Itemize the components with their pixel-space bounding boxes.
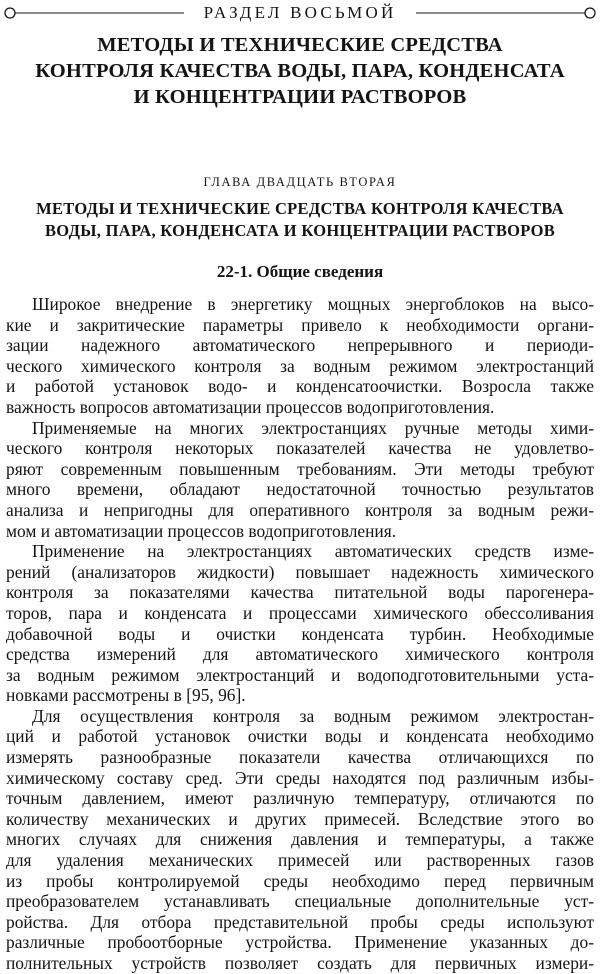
text-line: кие и закритические параметры привело к необходимости органи- <box>6 314 594 335</box>
text-line: средства измерений для автоматического химического контроля <box>6 644 594 665</box>
text-line: анализа и непригодны для оперативного контроля за водным режи- <box>6 499 594 520</box>
text-line: для удаления механических примесей или растворенных газов <box>6 850 594 871</box>
text-line: рений (анализаторов жидкости) повышает надежность химического <box>6 561 594 582</box>
text-line: и работой установок водо- и конденсатоочистки. Возросла также <box>6 376 594 397</box>
text-line: Применяемые на многих электростанциях ручные методы хими- <box>32 417 594 438</box>
text-line: Для осуществления контроля за водным режимом электростан- <box>32 705 594 726</box>
chapter-label: ГЛАВА ДВАДЦАТЬ ВТОРАЯ <box>203 175 397 189</box>
text-line: много времени, обладают недостаточной точностью результатов <box>6 479 594 500</box>
section-header <box>4 2 596 24</box>
text-line: ческого контроля некоторых показателей качества не удовлетво- <box>6 438 594 459</box>
chapter-title <box>0 198 600 242</box>
text-line: за водным режимом электростанций и водоподготовительными уста- <box>6 664 594 685</box>
text-line: точным давлением, имеют различную температуру, отличаются по <box>6 788 594 809</box>
section-label: РАЗДЕЛ ВОСЬМОЙ <box>198 3 403 22</box>
text-line: мом и автоматизации процессов водоприготовления. <box>6 520 397 541</box>
main-title-line: КОНТРОЛЯ КАЧЕСТВА ВОДЫ, ПАРА, КОНДЕНСАТА <box>35 60 565 82</box>
text-line: торов, пара и конденсата и процессами химического обессоливания <box>6 602 594 623</box>
main-title <box>0 32 600 110</box>
text-line: ряют современным повышенным требованиям. Эти методы требуют <box>6 458 594 479</box>
text-line: различные пробоотборные устройства. Применение указанных до- <box>6 932 594 953</box>
text-line: преобразователем устанавливать специальные дополнительные уст- <box>6 891 594 912</box>
text-line: зации надежного автоматического непрерывного и периоди- <box>6 335 594 356</box>
body-text <box>6 294 594 974</box>
text-line: важность вопросов автоматизации процессов водоприготовления. <box>6 396 495 417</box>
section-heading: 22-1. Общие сведения <box>216 262 384 281</box>
chapter-title-line: ВОДЫ, ПАРА, КОНДЕНСАТА И КОНЦЕНТРАЦИИ РАСТВОРОВ <box>44 221 556 240</box>
text-line: из пробы контролируемой среды необходимо перед первичным <box>6 870 594 891</box>
text-line: контроля за показателями качества питательной воды парогенера- <box>6 582 594 603</box>
text-line: новками рассмотрены в [95, 96]. <box>6 685 246 706</box>
main-title-line: МЕТОДЫ И ТЕХНИЧЕСКИЕ СРЕДСТВА <box>97 34 503 56</box>
text-line: Широкое внедрение в энергетику мощных энергоблоков на высо- <box>32 294 594 314</box>
main-title-line: И КОНЦЕНТРАЦИИ РАСТВОРОВ <box>133 86 467 108</box>
text-line: количеству механических и других примесей. Вследствие этого во <box>6 808 594 829</box>
chapter-title-line: МЕТОДЫ И ТЕХНИЧЕСКИЕ СРЕДСТВА КОНТРОЛЯ КАЧЕСТВА <box>36 199 564 218</box>
text-line: многих случаях для снижения давления и температуры, а также <box>6 829 594 850</box>
text-line: ройства. Для отбора представительной пробы среды используют <box>6 911 594 932</box>
text-line: химическому составу сред. Эти среды находятся под различным избы- <box>6 767 594 788</box>
text-line: ческого химического контроля за водным режимом электростанций <box>6 355 594 376</box>
text-line: Применение на электростанциях автоматических средств изме- <box>32 541 594 562</box>
text-line: ций и работой установок очистки воды и конденсата необходимо <box>6 726 594 747</box>
text-line: полнительных устройств позволяет создать для первичных измери- <box>6 953 594 973</box>
text-line: измерять разнообразные показатели качества отличающихся по <box>6 747 594 768</box>
text-line: добавочной воды и очистки конденсата турбин. Необходимые <box>6 623 594 644</box>
